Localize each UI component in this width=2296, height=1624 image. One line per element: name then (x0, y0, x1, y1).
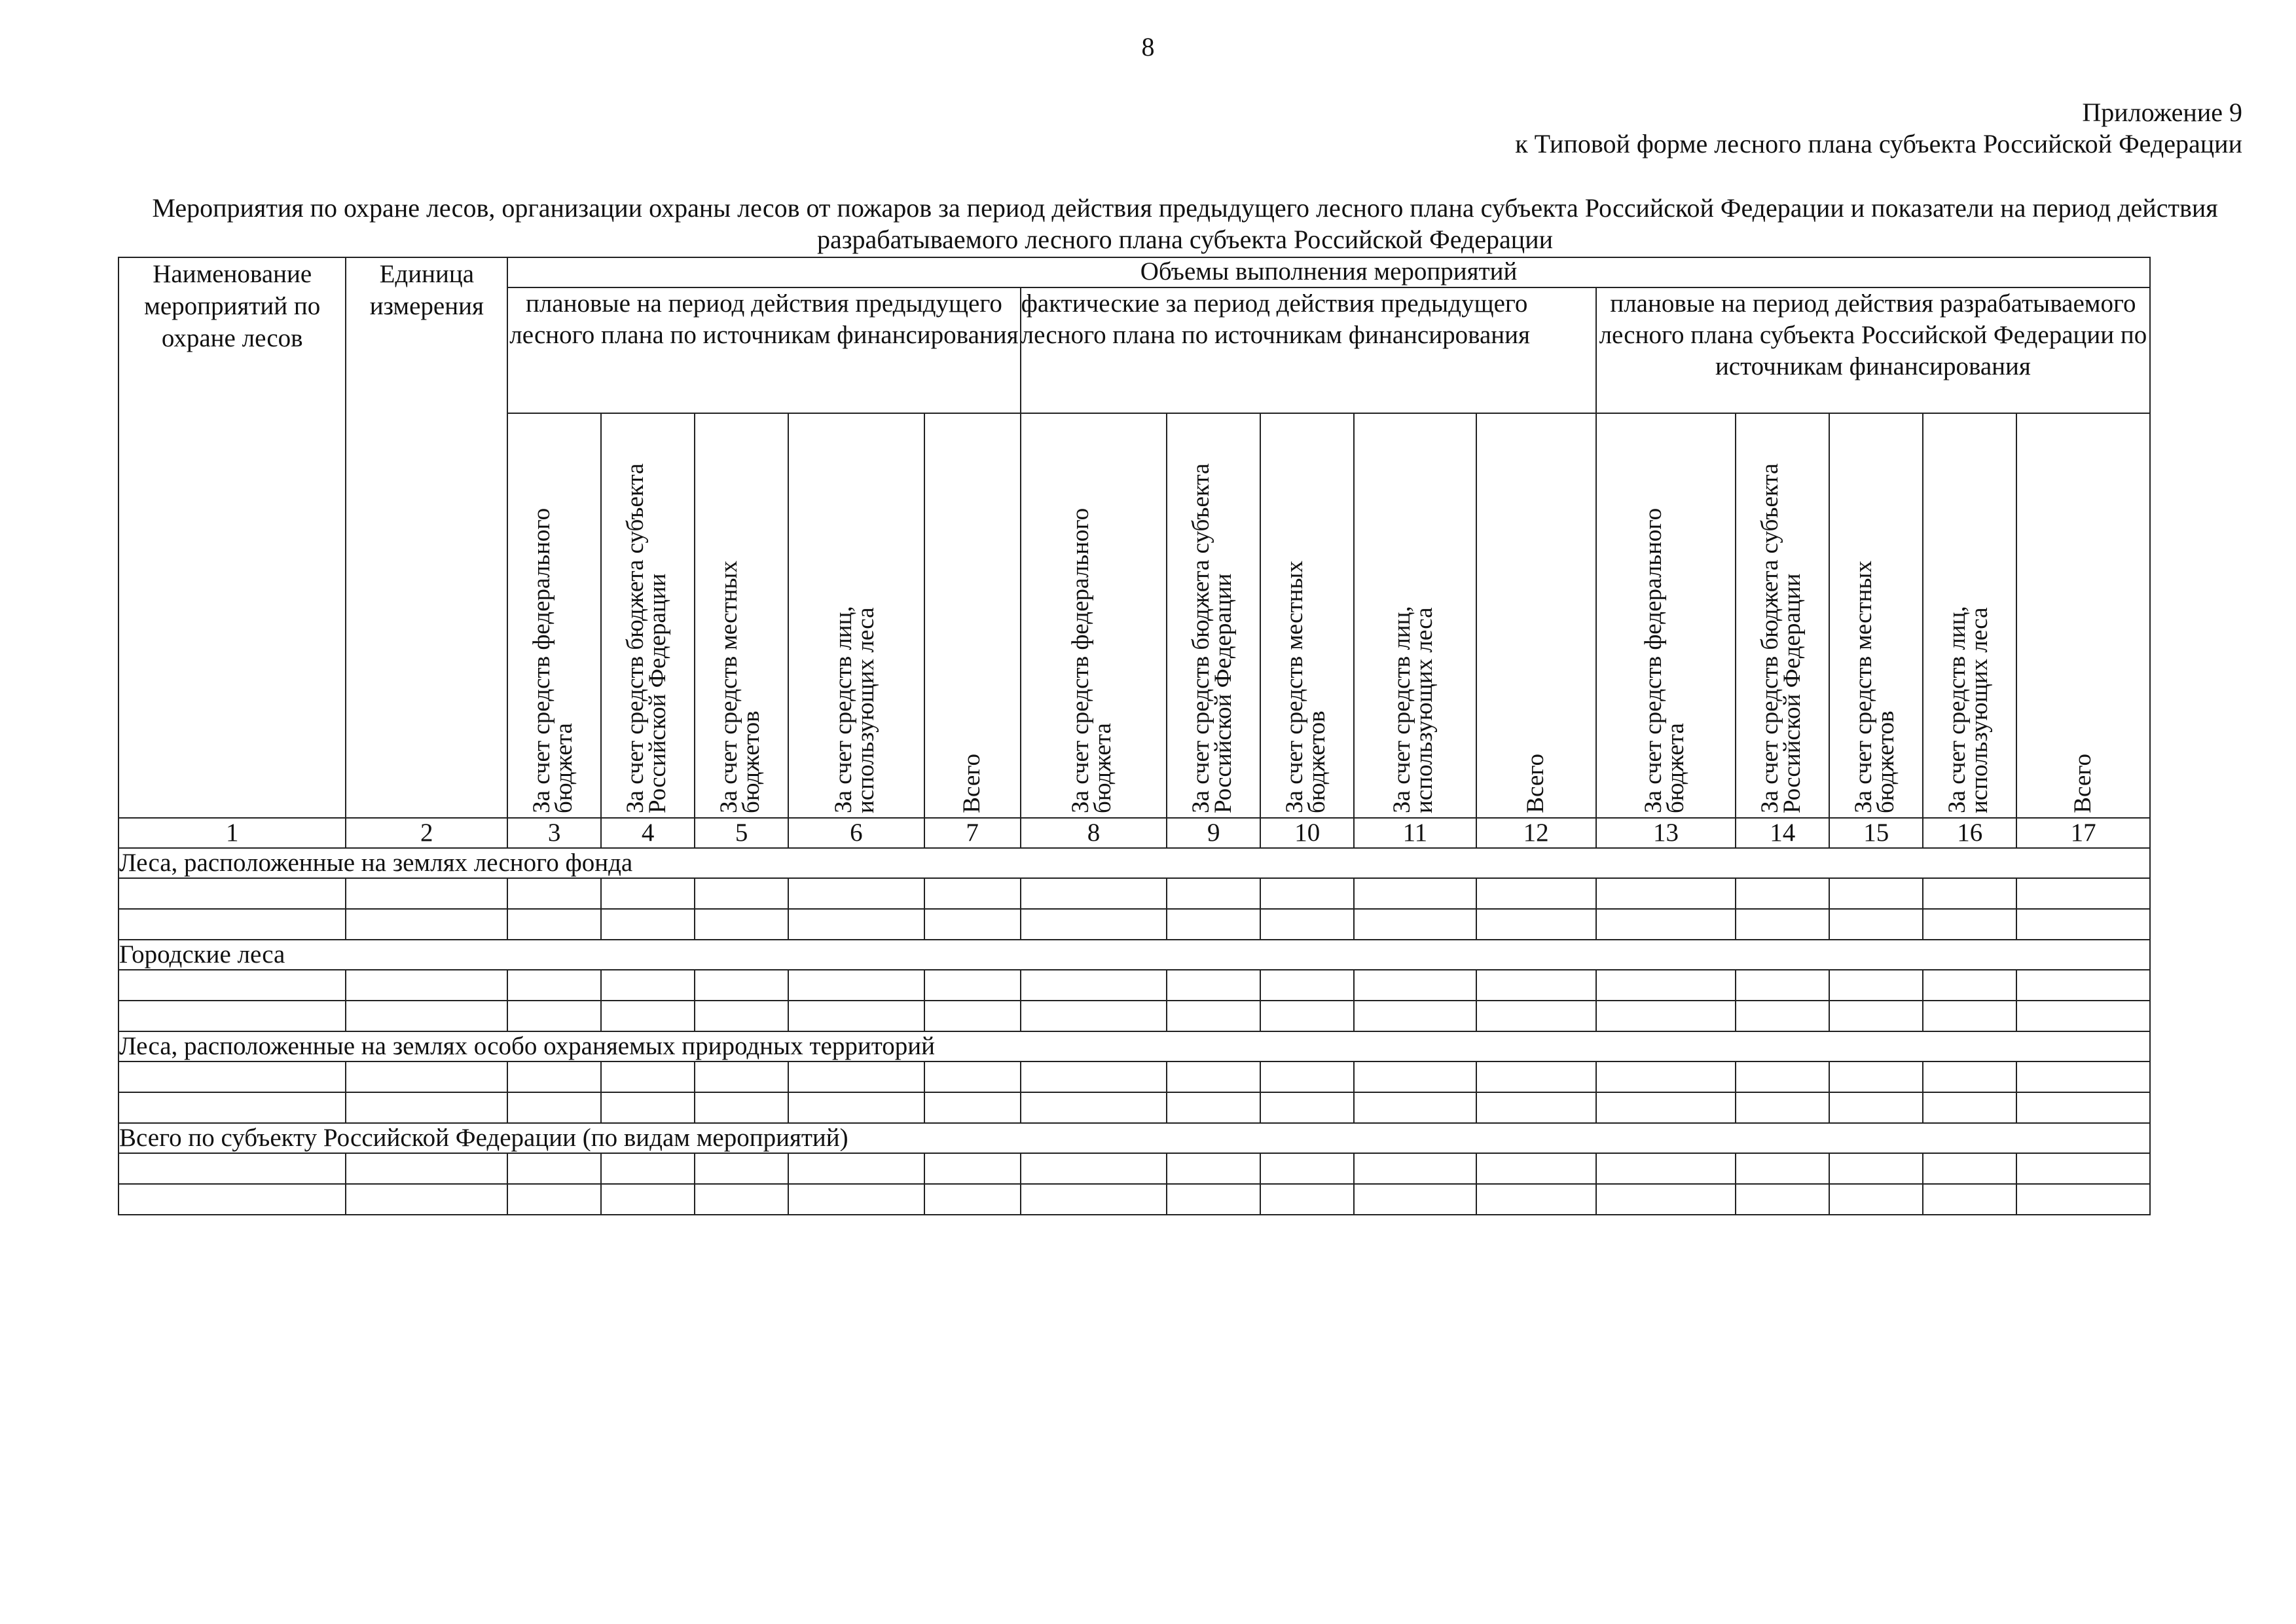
section-title: Леса, расположенные на землях лесного фонда (118, 848, 2150, 878)
empty-row (118, 1153, 2150, 1184)
subheader-subject-budget: За счет средств бюджета субъекта Российской Федерации (601, 413, 695, 818)
column-number: 15 (1829, 818, 1923, 848)
group-header-planned-previous: плановые на период действия предыдущего лесного плана по источникам финансирования (507, 287, 1020, 413)
column-number-row (118, 818, 2150, 848)
forest-protection-table (118, 257, 2151, 1215)
column-number: 6 (788, 818, 924, 848)
header-row-1 (118, 257, 2150, 287)
page-number: 8 (1141, 32, 1155, 62)
section-city-forests (118, 940, 2150, 1031)
subheader-subject-budget: За счет средств бюджета субъекта Российской Федерации (1167, 413, 1260, 818)
subheader-federal-budget: За счет средств федерального бюджета (1596, 413, 1736, 818)
column-number: 2 (346, 818, 507, 848)
subheader-subject-budget: За счет средств бюджета субъекта Российской Федерации (1736, 413, 1829, 818)
document-title: Мероприятия по охране лесов, организации охраны лесов от пожаров за период действия предыдущего лесного плана субъекта Российской Федерации и показатели на период действия разрабатываемого лесного плана субъекта Российской Федерации (152, 193, 2218, 254)
col-header-activity-name: Наименование мероприятий по охране лесов (118, 257, 346, 818)
subheader-forest-users: За счет средств лиц, использующих леса (1923, 413, 2016, 818)
column-number: 16 (1923, 818, 2016, 848)
section-title: Всего по субъекту Российской Федерации (по видам мероприятий) (118, 1123, 2150, 1153)
subheader-total: Всего (2016, 413, 2150, 818)
column-number: 11 (1354, 818, 1476, 848)
column-number: 12 (1476, 818, 1596, 848)
subheader-forest-users: За счет средств лиц, использующих леса (1354, 413, 1476, 818)
column-number: 1 (118, 818, 346, 848)
annex-reference (1515, 97, 2242, 160)
empty-row (118, 1092, 2150, 1123)
section-forest-fund (118, 848, 2150, 940)
empty-row (118, 1061, 2150, 1092)
section-subject-total (118, 1123, 2150, 1215)
column-number: 7 (924, 818, 1021, 848)
section-title: Леса, расположенные на землях особо охраняемых природных территорий (118, 1031, 2150, 1061)
column-number: 4 (601, 818, 695, 848)
subheader-local-budgets: За счет средств местных бюджетов (1260, 413, 1354, 818)
column-number: 10 (1260, 818, 1354, 848)
subheader-local-budgets: За счет средств местных бюджетов (695, 413, 788, 818)
subheader-federal-budget: За счет средств федерального бюджета (1021, 413, 1167, 818)
subheader-total: Всего (924, 413, 1021, 818)
column-number: 17 (2016, 818, 2150, 848)
column-number: 8 (1021, 818, 1167, 848)
column-number: 3 (507, 818, 601, 848)
column-number: 14 (1736, 818, 1829, 848)
subheader-local-budgets: За счет средств местных бюджетов (1829, 413, 1923, 818)
col-header-volumes: Объемы выполнения мероприятий (507, 257, 2150, 287)
group-header-actual-previous: фактические за период действия предыдущего лесного плана по источникам финансирования (1021, 287, 1596, 413)
section-title: Городские леса (118, 940, 2150, 970)
empty-row (118, 909, 2150, 940)
annex-subtitle: к Типовой форме лесного плана субъекта Российской Федерации (1515, 129, 2242, 158)
column-number: 5 (695, 818, 788, 848)
column-number: 9 (1167, 818, 1260, 848)
col-header-unit: Единица измерения (346, 257, 507, 818)
subheader-federal-budget: За счет средств федерального бюджета (507, 413, 601, 818)
section-protected-territories (118, 1031, 2150, 1123)
group-header-planned-new: плановые на период действия разрабатываемого лесного плана субъекта Российской Федерации по источникам финансирования (1596, 287, 2150, 413)
subheader-forest-users: За счет средств лиц, использующих леса (788, 413, 924, 818)
empty-row (118, 1184, 2150, 1215)
empty-row (118, 878, 2150, 909)
empty-row (118, 1001, 2150, 1031)
column-number: 13 (1596, 818, 1736, 848)
empty-row (118, 970, 2150, 1001)
annex-title: Приложение 9 (2082, 98, 2242, 127)
subheader-total: Всего (1476, 413, 1596, 818)
